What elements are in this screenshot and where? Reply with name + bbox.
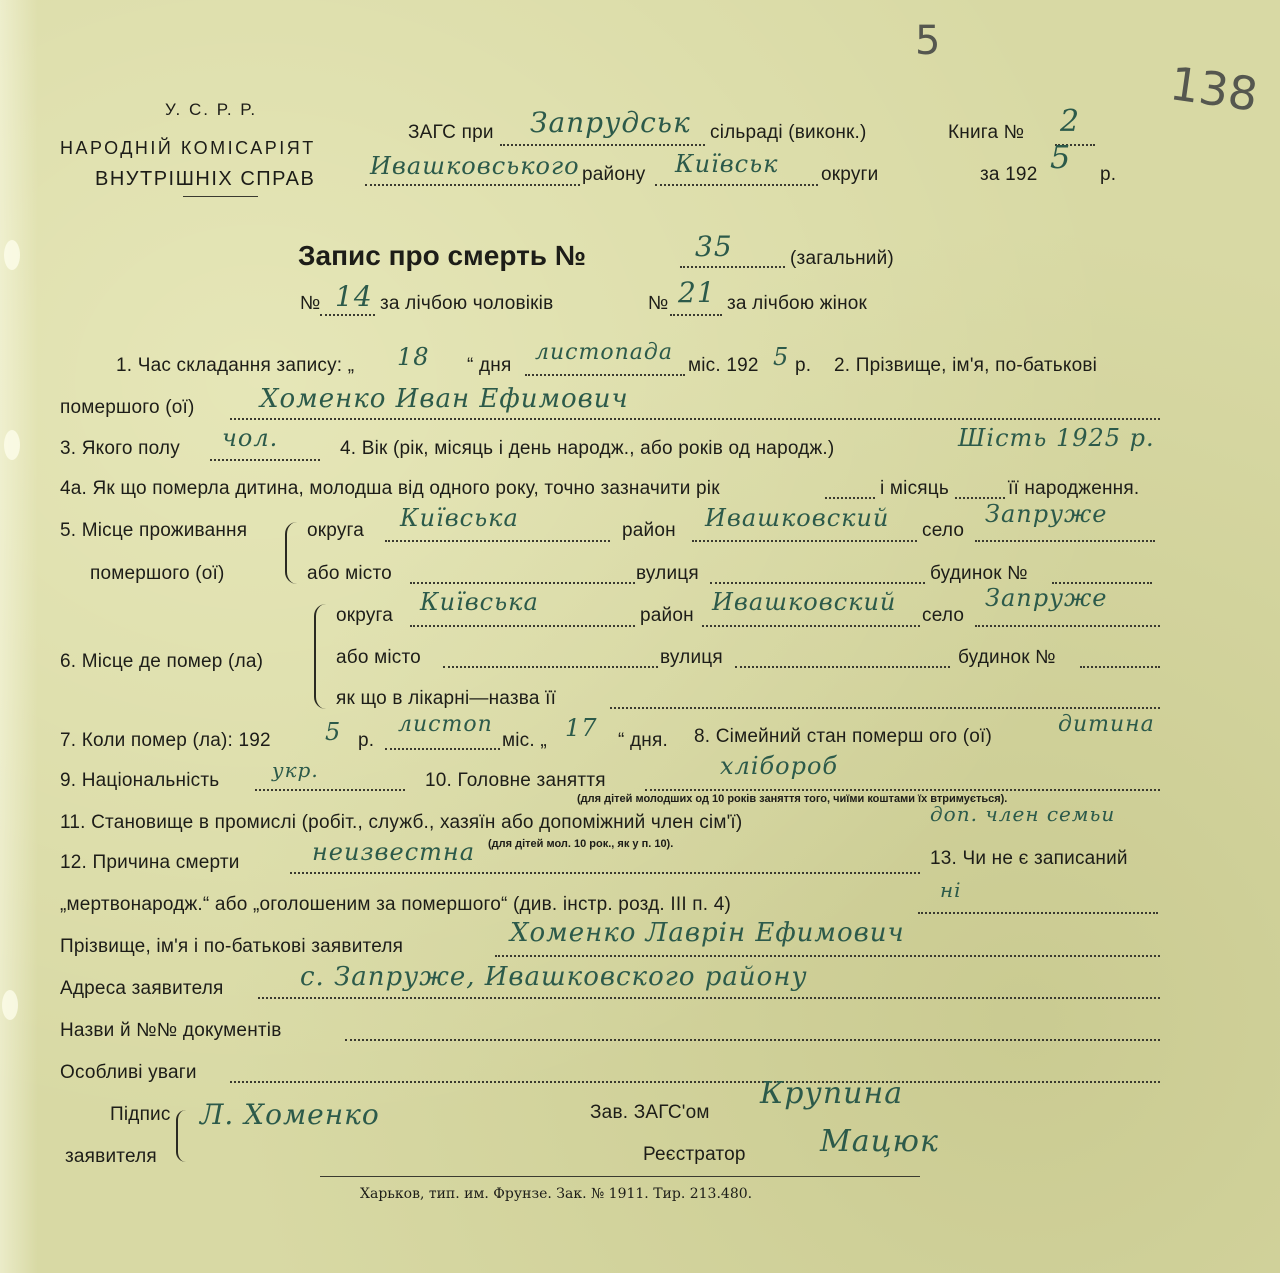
- zags-label: ЗАГС при: [408, 122, 494, 143]
- header-ussr: У. С. Р. Р.: [165, 100, 258, 119]
- f7-year: 5: [325, 718, 342, 746]
- f13-label: 13. Чи не є записаний: [930, 848, 1128, 869]
- men-num-label: №: [300, 293, 321, 314]
- men-label: за лічбою чоловіків: [380, 293, 554, 314]
- f4a-month: і місяць: [880, 478, 949, 499]
- f10-value: хлібороб: [720, 752, 839, 780]
- f6-label: 6. Місце де помер (ла): [60, 651, 264, 672]
- f6-selo-label: село: [922, 605, 965, 626]
- f5-raion-label: район: [622, 520, 676, 541]
- women-label: за лічбою жінок: [727, 293, 868, 314]
- f6-hospital-label: як що в лікарні—назва її: [336, 688, 557, 709]
- documents-label: Назви й №№ документів: [60, 1020, 282, 1041]
- punch-hole: [2, 990, 18, 1020]
- imprint-rule: [320, 1176, 920, 1177]
- punch-hole: [4, 430, 20, 460]
- record-number: 35: [695, 230, 733, 263]
- f6-vulytsia-label: вулиця: [660, 647, 723, 668]
- men-count: 14: [335, 280, 373, 313]
- f13-text: „мертвонародж.“ або „оголошеним за помершого“ (див. інстр. розд. III п. 4): [60, 894, 732, 915]
- f12-value: неизвестна: [312, 838, 476, 866]
- pencil-mark-corner: 138: [1166, 56, 1262, 122]
- f2-label: помершого (ої): [60, 397, 195, 418]
- notes-label: Особливі уваги: [60, 1062, 197, 1083]
- f6-okruga-label: округа: [336, 605, 394, 626]
- f2-label-inline: 2. Прізвище, ім'я, по-батькові: [834, 355, 1098, 376]
- f1-year: 5: [773, 343, 790, 371]
- f7-r: р.: [358, 730, 375, 751]
- f6-raion-value: Ивашковский: [712, 588, 897, 616]
- f4a-birth: її народження.: [1008, 478, 1140, 499]
- signature-label: Підпис: [110, 1104, 171, 1125]
- f6-raion-label: район: [640, 605, 694, 626]
- f5-label2: помершого (ої): [90, 563, 225, 584]
- f7-mis: міс. „: [502, 730, 547, 751]
- year-suffix: р.: [1100, 164, 1117, 185]
- applicant-address-value: с. Запруже, Ивашковского району: [300, 962, 808, 992]
- f1-month: листопада: [535, 340, 673, 365]
- zags-head-label: Зав. ЗАГС'ом: [590, 1102, 710, 1123]
- f11-label: 11. Становище в промислі (робіт., служб., хазяїн або допоміжний член сім'ї): [60, 812, 743, 833]
- f8-value: дитина: [1058, 712, 1155, 737]
- silrada-label: сільраді (виконк.): [710, 122, 867, 143]
- pencil-mark-top: 5: [915, 18, 941, 64]
- year-label: за 192: [980, 164, 1038, 185]
- f5-misto-label: або місто: [307, 563, 392, 584]
- f6-misto-label: або місто: [336, 647, 421, 668]
- f5-vulytsia-label: вулиця: [636, 563, 699, 584]
- f4-value: Шість 1925 р.: [958, 424, 1155, 452]
- f7-dnya: “ дня.: [618, 730, 668, 751]
- zags-value: Запрудськ: [530, 106, 691, 139]
- brace: [314, 604, 328, 709]
- brace: [176, 1110, 186, 1162]
- f10-note: (для дітей молодших од 10 років заняття того, чиїми коштами їх втримується).: [577, 793, 1008, 805]
- year-value: 5: [1050, 138, 1072, 176]
- f6-selo-value: Запруже: [985, 584, 1108, 612]
- f7-month: листоп: [398, 712, 493, 737]
- f1-r: р.: [795, 355, 812, 376]
- f7-label: 7. Коли помер (ла): 192: [60, 730, 271, 751]
- f5-label: 5. Місце проживання: [60, 520, 248, 541]
- header-commissariat: НАРОДНІЙ КОМІСАРІЯТ: [60, 138, 316, 158]
- women-num-label: №: [648, 293, 669, 314]
- f4-label: 4. Вік (рік, місяць і день народж., або років од народж.): [340, 438, 835, 459]
- f2-value: Хоменко Иван Ефимович: [260, 384, 629, 414]
- raion-label: району: [582, 164, 646, 185]
- f5-raion-value: Ивашковский: [705, 504, 890, 532]
- f5-budynok-label: будинок №: [930, 563, 1028, 584]
- printer-imprint: Харьков, тип. им. Фрунзе. Зак. № 1911. Тир. 213.480.: [360, 1186, 753, 1202]
- applicant-address-label: Адреса заявителя: [60, 978, 224, 999]
- f1-day: 18: [397, 343, 430, 371]
- f11-value: доп. член семьи: [930, 802, 1116, 826]
- applicant-name-value: Хоменко Лаврін Ефимович: [510, 918, 905, 948]
- applicant-signature: Л. Хоменко: [200, 1098, 380, 1131]
- f8-label: 8. Сімейний стан померш ого (ої): [694, 726, 993, 747]
- title-suffix: (загальний): [790, 248, 894, 269]
- book-value: 2: [1060, 104, 1081, 139]
- registrar-signature: Мацюк: [820, 1124, 939, 1159]
- f5-selo-value: Запруже: [985, 500, 1108, 528]
- f12-note: (для дітей мол. 10 рок., як у п. 10).: [488, 838, 674, 850]
- applicant-name-label: Прізвище, ім'я і по-батькові заявителя: [60, 936, 404, 957]
- f5-okruga-label: округа: [307, 520, 365, 541]
- f6-okruga-value: Київська: [420, 588, 539, 616]
- book-label: Книга №: [948, 122, 1025, 143]
- paper-edge: [0, 0, 38, 1273]
- okrug-label: округи: [821, 164, 879, 185]
- header-underline: [183, 196, 258, 197]
- f6-budynok-label: будинок №: [958, 647, 1056, 668]
- raion-value: Ивашковського: [370, 152, 580, 180]
- f9-label: 9. Національність: [60, 770, 220, 791]
- f5-selo-label: село: [922, 520, 965, 541]
- registrar-label: Реєстратор: [643, 1144, 746, 1165]
- header-internal-affairs: ВНУТРІШНІХ СПРАВ: [95, 168, 316, 190]
- f9-value: укр.: [272, 758, 319, 782]
- page-title: Запис про смерть №: [298, 240, 586, 271]
- f1-mis: міс. 192: [688, 355, 759, 376]
- okrug-value: Київськ: [675, 150, 779, 178]
- f12-label: 12. Причина смерти: [60, 852, 240, 873]
- f3-value: чол.: [222, 424, 279, 452]
- f3-label: 3. Якого полу: [60, 438, 180, 459]
- f13-value: ні: [940, 878, 962, 902]
- f7-day: 17: [565, 714, 598, 742]
- f5-okruga-value: Київська: [400, 504, 519, 532]
- punch-hole: [4, 240, 20, 270]
- f1-dnya: “ дня: [467, 355, 512, 376]
- f1-label: 1. Час складання запису: „: [116, 355, 355, 376]
- f4a-text: 4а. Як що померла дитина, молодша від одного року, точно зазначити рік: [60, 478, 720, 499]
- zags-head-signature: Крупина: [760, 1076, 904, 1111]
- signature-label2: заявителя: [65, 1146, 157, 1167]
- f10-label: 10. Головне заняття: [425, 770, 606, 791]
- brace: [285, 522, 297, 584]
- women-count: 21: [678, 276, 716, 309]
